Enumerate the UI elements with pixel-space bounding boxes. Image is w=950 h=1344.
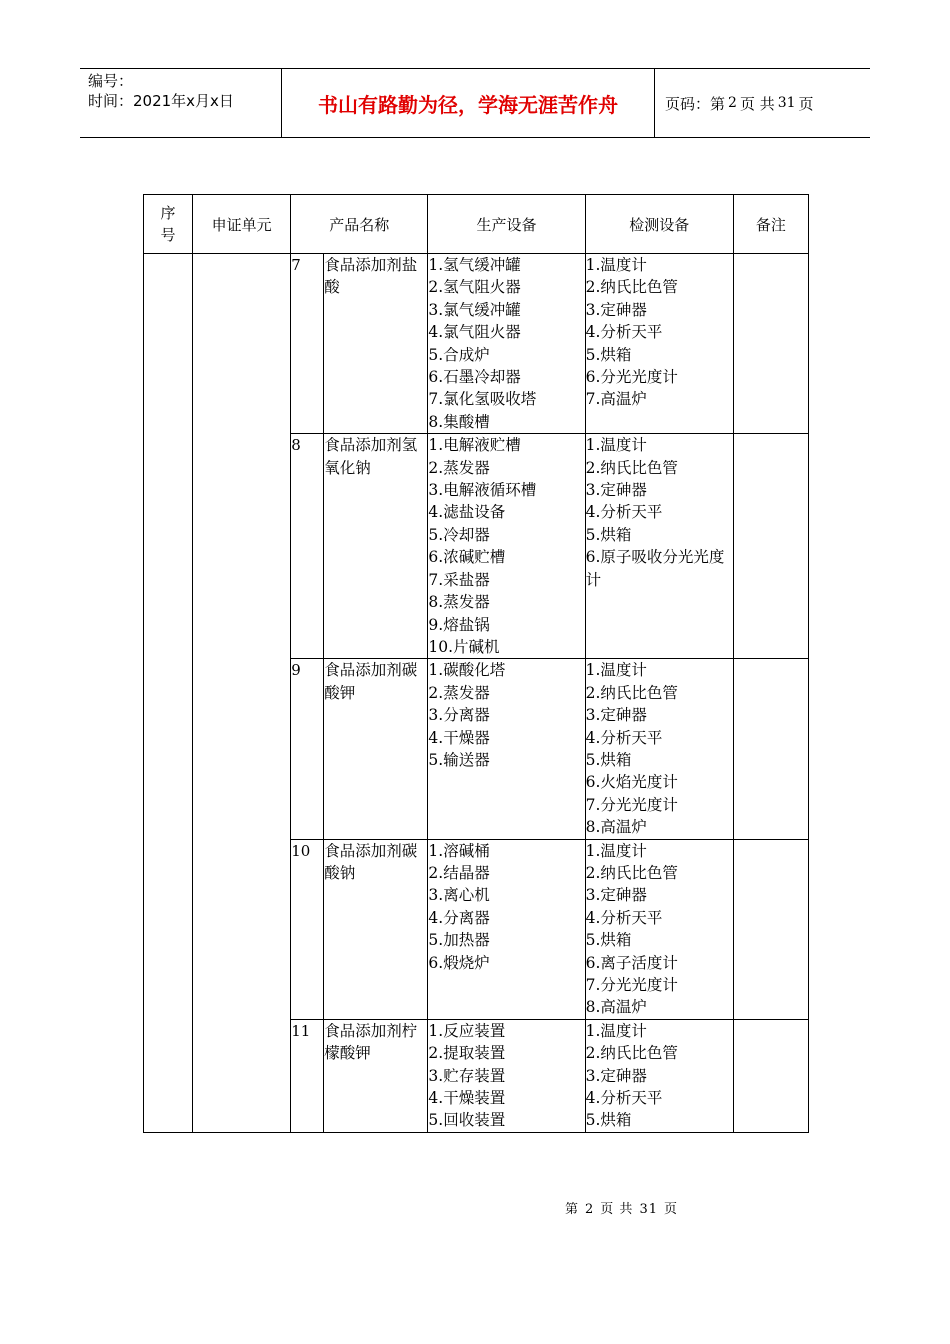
production-equipment-item: 4.滤盐设备 xyxy=(428,503,506,522)
testing-equipment-item: 3.定砷器 xyxy=(585,1066,647,1085)
motto: 书山有路勤为径，学海无涯苦作舟 xyxy=(282,69,655,137)
production-equipment-item: 4.干燥器 xyxy=(428,728,490,747)
testing-equipment-item: 3.定砷器 xyxy=(585,481,647,500)
header-page-indicator xyxy=(655,69,870,137)
testing-equipment-item: 2.纳氏比色管 xyxy=(585,1044,678,1063)
remark-cell xyxy=(733,434,808,659)
testing-equipment-item: 6.离子活度计 xyxy=(585,953,678,972)
testing-equipment-item: 7.分光光度计 xyxy=(585,795,678,814)
testing-equipment-item: 6.分光光度计 xyxy=(585,368,678,387)
footer-suffix: 页 xyxy=(663,1202,678,1217)
testing-equipment-item: 4.分析天平 xyxy=(585,503,663,522)
testing-equipment-item: 7.高温炉 xyxy=(585,390,647,409)
footer-page: 2 xyxy=(585,1202,595,1217)
page-prefix: 页码：第 xyxy=(665,94,726,113)
production-equipment-item: 4.干燥装置 xyxy=(428,1089,506,1108)
testing-equipment-item: 8.高温炉 xyxy=(585,818,647,837)
testing-equipment-list xyxy=(585,254,733,434)
testing-equipment-item: 1.温度计 xyxy=(585,436,647,455)
testing-equipment-item: 8.高温炉 xyxy=(585,998,647,1017)
product-name: 食品添加剂碳酸钾 xyxy=(324,659,428,839)
header-meta xyxy=(80,69,282,137)
production-equipment-item: 7.氯化氢吸收塔 xyxy=(428,390,537,409)
page-suffix: 页 xyxy=(798,94,814,113)
remark-cell xyxy=(733,1019,808,1132)
production-equipment-item: 8.集酸槽 xyxy=(428,412,490,431)
testing-equipment-item: 2.纳氏比色管 xyxy=(585,278,678,297)
production-equipment-item: 4.分离器 xyxy=(428,908,490,927)
time-label: 时间：2021年x月x日 xyxy=(88,92,234,110)
footer-total: 31 xyxy=(639,1202,658,1217)
production-equipment-item: 5.合成炉 xyxy=(428,345,490,364)
header-remark: 备注 xyxy=(733,195,808,254)
testing-equipment-item: 4.分析天平 xyxy=(585,323,663,342)
item-number: 10 xyxy=(291,839,324,1019)
testing-equipment-item: 7.分光光度计 xyxy=(585,976,678,994)
footer-mid: 页 共 xyxy=(600,1202,634,1217)
production-equipment-list xyxy=(428,254,585,434)
production-equipment-item: 6.煅烧炉 xyxy=(428,953,490,972)
testing-equipment-item: 1.温度计 xyxy=(585,661,647,680)
production-equipment-item: 3.贮存装置 xyxy=(428,1066,506,1085)
production-equipment-item: 3.氯气缓冲罐 xyxy=(428,300,521,319)
testing-equipment-item: 5.烘箱 xyxy=(585,750,632,769)
production-equipment-item: 5.冷却器 xyxy=(428,525,490,544)
production-equipment-item: 1.氢气缓冲罐 xyxy=(428,256,521,274)
item-number: 8 xyxy=(291,434,324,659)
testing-equipment-item: 5.烘箱 xyxy=(585,931,632,950)
testing-equipment-list xyxy=(585,659,733,839)
testing-equipment-item: 1.温度计 xyxy=(585,256,647,274)
production-equipment-item: 8.蒸发器 xyxy=(428,593,490,612)
seq-cell xyxy=(144,254,193,1133)
production-equipment-item: 1.电解液贮槽 xyxy=(428,436,521,455)
testing-equipment-item: 6.原子吸收分光光度计 xyxy=(585,548,725,589)
product-name: 食品添加剂盐酸 xyxy=(324,254,428,434)
testing-equipment-item: 5.烘箱 xyxy=(585,1111,632,1130)
production-equipment-item: 3.电解液循环槽 xyxy=(428,481,537,500)
production-equipment-item: 3.离心机 xyxy=(428,886,490,905)
production-equipment-list xyxy=(428,1019,585,1132)
testing-equipment-list xyxy=(585,839,733,1019)
testing-equipment-item: 3.定砷器 xyxy=(585,300,647,319)
unit-cell xyxy=(193,254,291,1133)
item-number: 9 xyxy=(291,659,324,839)
item-number: 11 xyxy=(291,1019,324,1132)
production-equipment-item: 2.结晶器 xyxy=(428,863,490,882)
equipment-table xyxy=(143,194,809,1133)
production-equipment-item: 6.石墨冷却器 xyxy=(428,368,521,387)
testing-equipment-item: 5.烘箱 xyxy=(585,345,632,364)
header-testing: 检测设备 xyxy=(585,195,733,254)
page-footer xyxy=(0,1198,950,1217)
testing-equipment-item: 1.温度计 xyxy=(585,1021,647,1040)
page-total: 31 xyxy=(777,95,796,111)
header-seq: 序 号 xyxy=(144,195,193,254)
product-name: 食品添加剂碳酸钠 xyxy=(324,839,428,1019)
production-equipment-item: 1.溶碱桶 xyxy=(428,841,490,860)
production-equipment-item: 5.回收装置 xyxy=(428,1111,506,1130)
testing-equipment-item: 2.纳氏比色管 xyxy=(585,863,678,882)
production-equipment-item: 2.提取装置 xyxy=(428,1044,506,1063)
production-equipment-item: 9.熔盐锅 xyxy=(428,615,490,634)
product-name: 食品添加剂柠檬酸钾 xyxy=(324,1019,428,1132)
testing-equipment-item: 3.定砷器 xyxy=(585,886,647,905)
testing-equipment-item: 4.分析天平 xyxy=(585,908,663,927)
testing-equipment-item: 4.分析天平 xyxy=(585,728,663,747)
page-mid: 页 共 xyxy=(739,94,775,113)
item-number: 7 xyxy=(291,254,324,434)
production-equipment-item: 2.蒸发器 xyxy=(428,683,490,702)
production-equipment-item: 1.反应装置 xyxy=(428,1021,506,1040)
table-body xyxy=(144,254,809,1133)
production-equipment-list xyxy=(428,434,585,659)
testing-equipment-item: 3.定砷器 xyxy=(585,706,647,725)
remark-cell xyxy=(733,659,808,839)
remark-cell xyxy=(733,254,808,434)
production-equipment-item: 10.片碱机 xyxy=(428,637,500,656)
table-row xyxy=(144,254,809,434)
remark-cell xyxy=(733,839,808,1019)
testing-equipment-list xyxy=(585,434,733,659)
production-equipment-list xyxy=(428,839,585,1019)
production-equipment-item: 7.采盐器 xyxy=(428,570,490,589)
document-header xyxy=(80,68,870,138)
number-label: 编号： xyxy=(88,72,134,90)
header-product: 产品名称 xyxy=(291,195,428,254)
table-header-row xyxy=(144,195,809,254)
production-equipment-item: 2.蒸发器 xyxy=(428,458,490,477)
production-equipment-item: 3.分离器 xyxy=(428,706,490,725)
production-equipment-list xyxy=(428,659,585,839)
footer-prefix: 第 xyxy=(565,1202,580,1217)
production-equipment-item: 1.碳酸化塔 xyxy=(428,661,506,680)
page-number: 2 xyxy=(728,95,737,111)
testing-equipment-item: 5.烘箱 xyxy=(585,525,632,544)
production-equipment-item: 5.输送器 xyxy=(428,750,490,769)
production-equipment-item: 6.浓碱贮槽 xyxy=(428,548,506,567)
testing-equipment-list xyxy=(585,1019,733,1132)
production-equipment-item: 2.氢气阻火器 xyxy=(428,278,521,297)
testing-equipment-item: 4.分析天平 xyxy=(585,1089,663,1108)
testing-equipment-item: 2.纳氏比色管 xyxy=(585,683,678,702)
testing-equipment-item: 1.温度计 xyxy=(585,841,647,860)
testing-equipment-item: 6.火焰光度计 xyxy=(585,773,678,792)
testing-equipment-item: 2.纳氏比色管 xyxy=(585,458,678,477)
production-equipment-item: 5.加热器 xyxy=(428,931,490,950)
header-unit: 申证单元 xyxy=(193,195,291,254)
production-equipment-item: 4.氯气阻火器 xyxy=(428,323,521,342)
product-name: 食品添加剂氢氧化钠 xyxy=(324,434,428,659)
header-production: 生产设备 xyxy=(428,195,585,254)
